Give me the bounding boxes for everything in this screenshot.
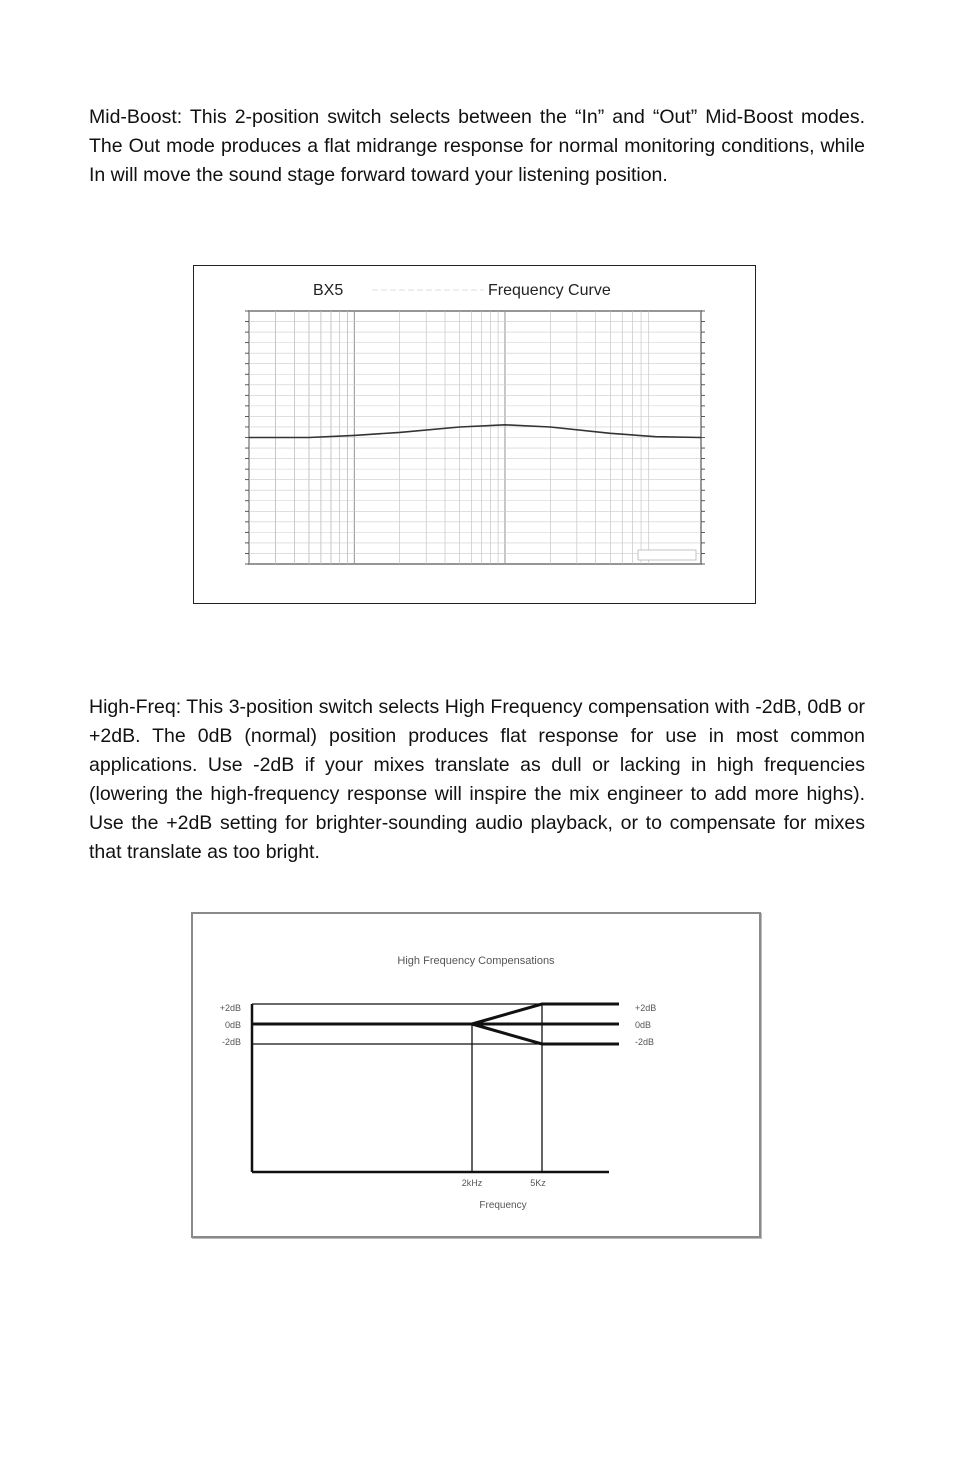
left-label-plus2: +2dB bbox=[219, 1003, 241, 1013]
right-label-plus2: +2dB bbox=[635, 1003, 657, 1013]
minus2-db-curve bbox=[472, 1024, 619, 1044]
left-label-0: 0dB bbox=[224, 1020, 241, 1030]
right-label-0: 0dB bbox=[635, 1020, 652, 1030]
mid-boost-paragraph: Mid-Boost: This 2-position switch selects between the “In” and “Out” Mid-Boost modes. The Out mode produces a flat midrange response for normal monitoring conditions, while In will move the sound stage forward toward your listening position. bbox=[89, 105, 865, 186]
high-freq-paragraph: High-Freq: This 3-position switch selects High Frequency compensation with -2dB, 0dB or +2dB. The 0dB (normal) position produces flat response for use in most common applications. Use -2dB if your mixes translate as dull or lacking in high frequencies (lowering the high-frequency response will inspire the mix engineer to add more highs). Use the +2dB setting for brighter-sounding audio playback, or to compensate for mixes that translate as too bright. bbox=[89, 695, 865, 863]
high-frequency-compensation-figure bbox=[191, 912, 761, 1238]
x-axis-label: Frequency bbox=[479, 1200, 527, 1211]
chart-title-left: BX5 bbox=[313, 282, 344, 299]
compensation-chart bbox=[193, 914, 759, 1236]
bx5-frequency-curve-figure bbox=[193, 265, 756, 604]
plus2-db-curve bbox=[472, 1004, 619, 1024]
left-label-minus2: -2dB bbox=[221, 1037, 241, 1047]
frequency-curve-chart bbox=[194, 266, 757, 605]
compensation-title: High Frequency Compensations bbox=[397, 955, 555, 967]
legend-box bbox=[638, 550, 696, 560]
chart-title-right: Frequency Curve bbox=[488, 282, 611, 299]
x-tick-2khz: 2kHz bbox=[461, 1178, 483, 1188]
x-tick-5khz: 5Kz bbox=[530, 1178, 546, 1188]
right-label-minus2: -2dB bbox=[635, 1037, 655, 1047]
